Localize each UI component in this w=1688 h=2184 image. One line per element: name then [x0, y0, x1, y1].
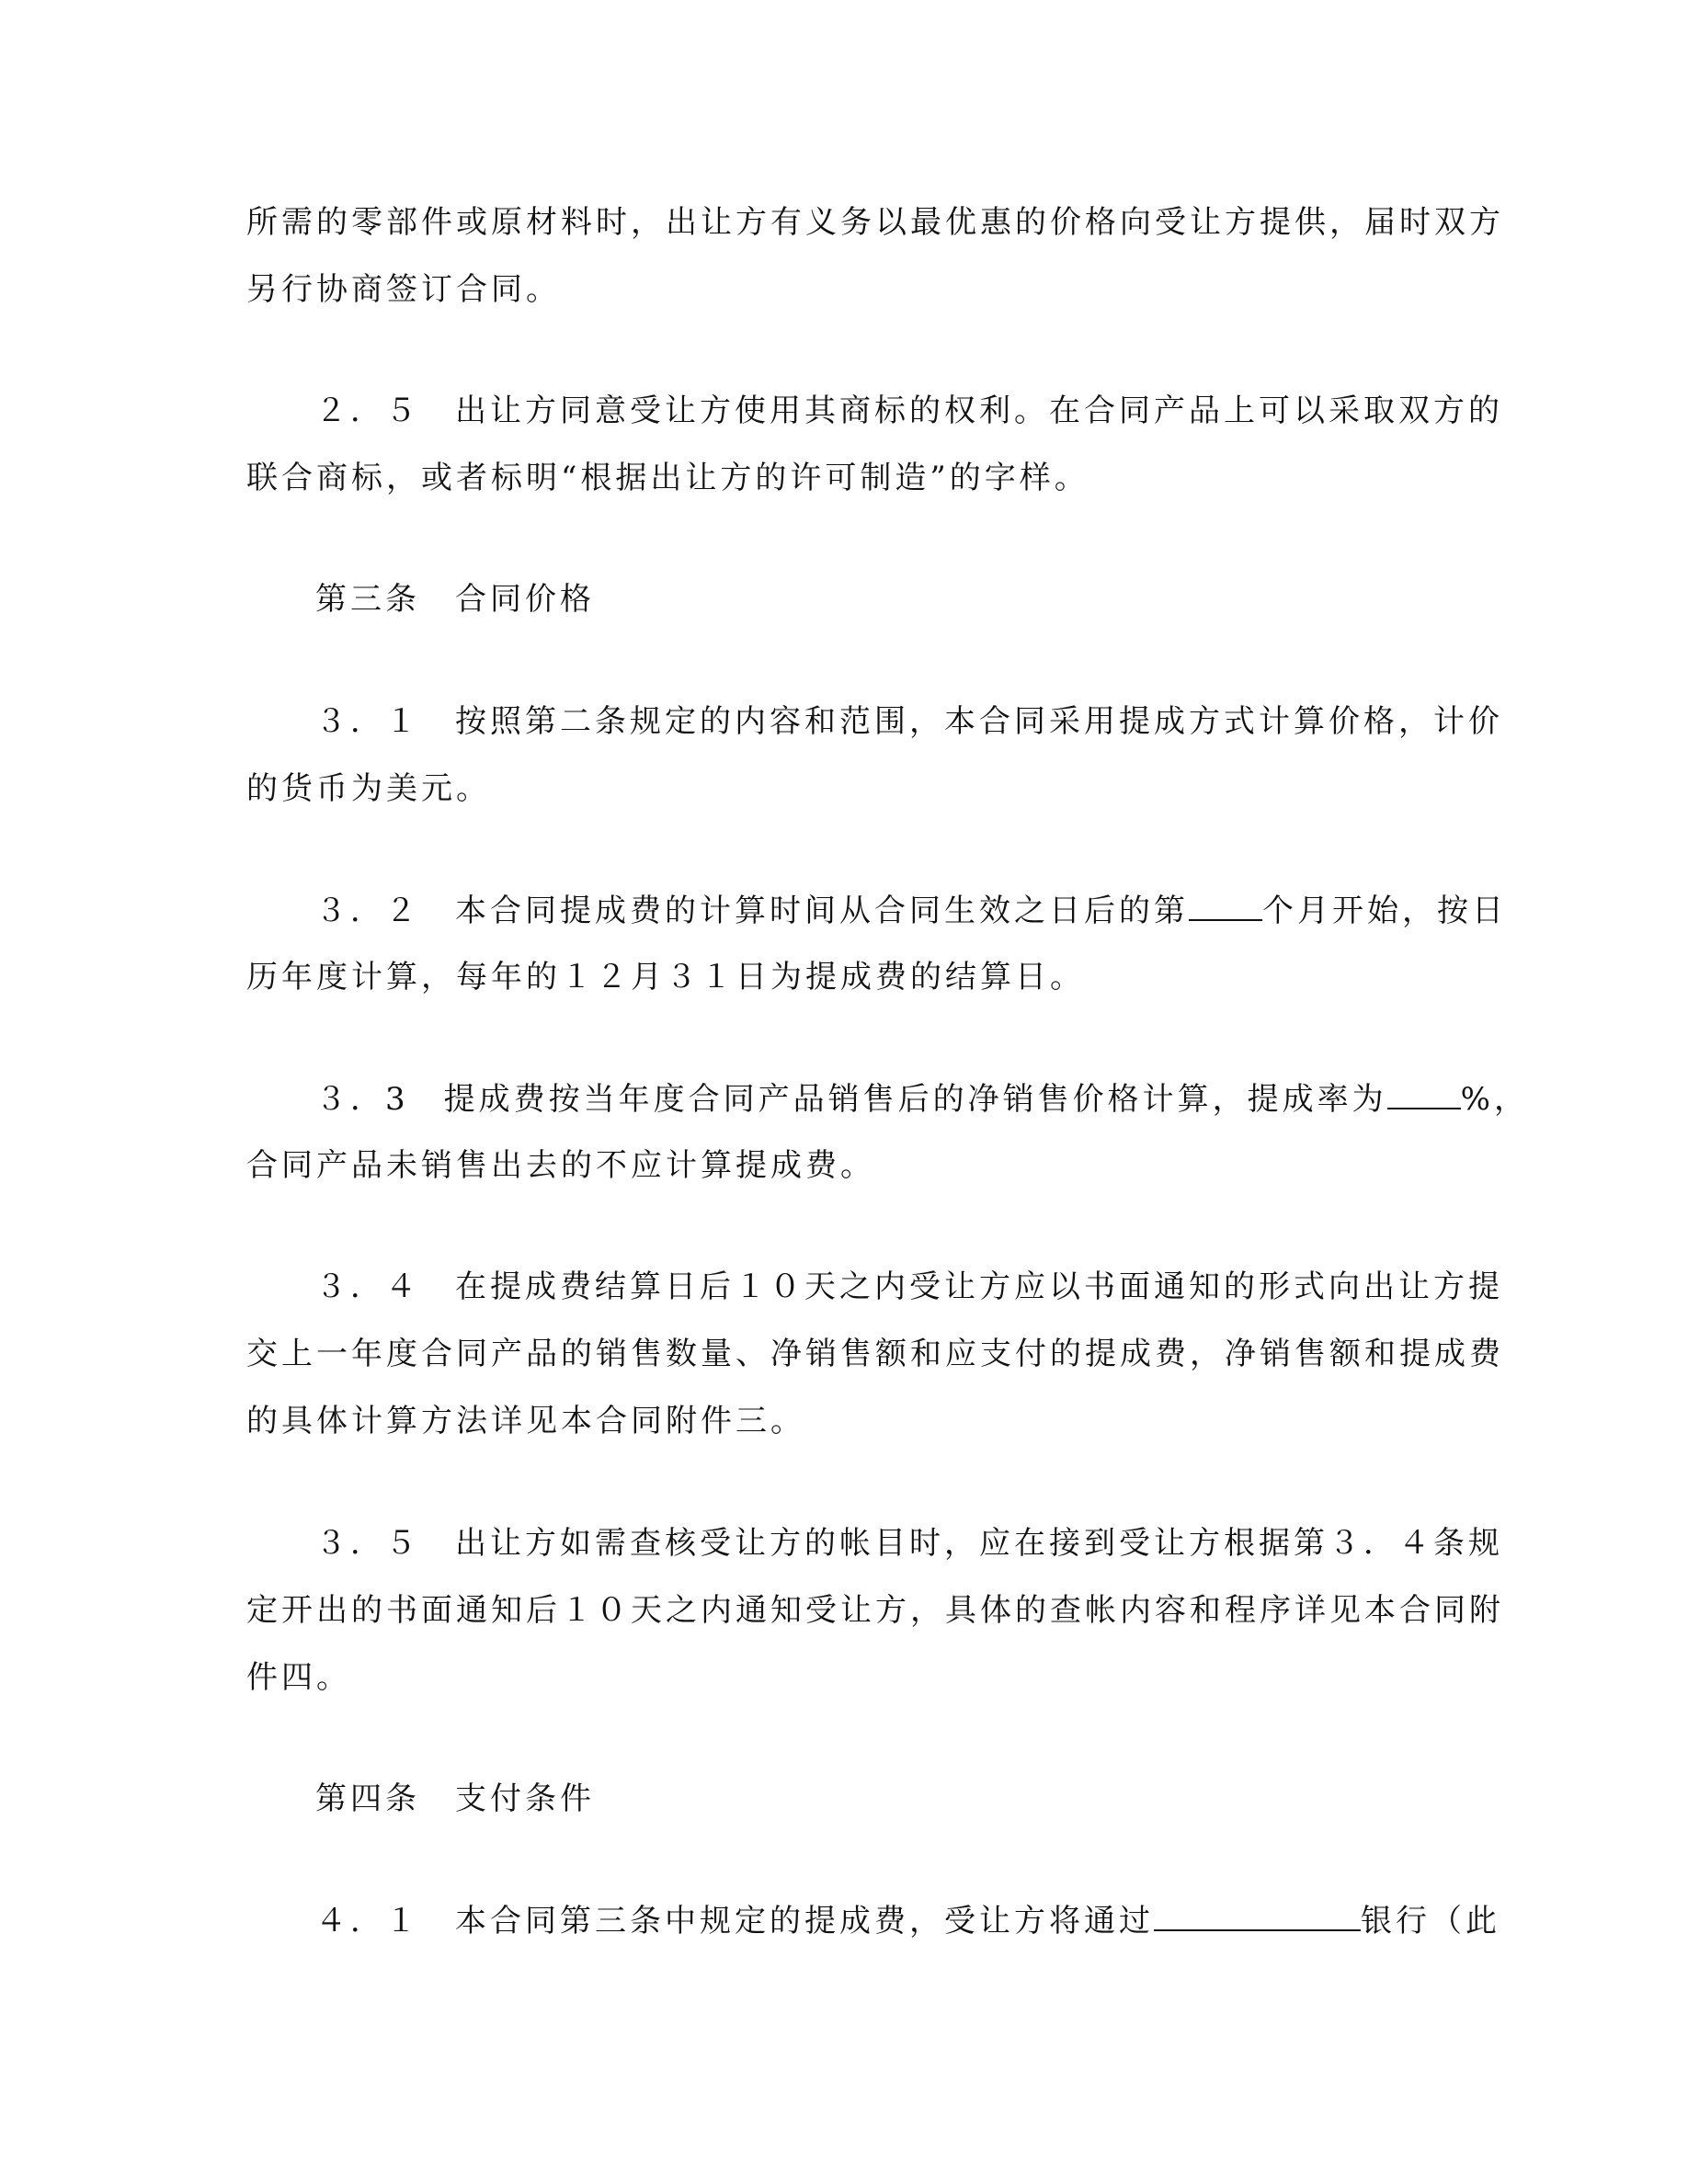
month-blank[interactable] [1189, 892, 1262, 921]
clause-3-1-line: 的货币为美元。 [246, 770, 491, 807]
clause-3-3-line: 合同产品未销售出去的不应计算提成费。 [246, 1147, 875, 1184]
clause-3-5-line: ３．５ 出让方如需查核受让方的帐目时，应在接到受让方根据第３．４条规 [315, 1525, 1503, 1562]
clause-4-1-text: ４．１ 本合同第三条中规定的提成费，受让方将通过 [315, 1903, 1154, 1939]
clause-4-1-text: 银行（此 [1361, 1903, 1500, 1939]
clause-3-2-text: ３．２ 本合同提成费的计算时间从合同生效之日后的第 [315, 893, 1189, 929]
clause-3-3-line [315, 1080, 1529, 1118]
clause-3-2-line: 历年度计算，每年的１２月３１日为提成费的结算日。 [246, 959, 1085, 995]
clause-3-4-line: 的具体计算方法详见本合同附件三。 [246, 1403, 805, 1439]
clause-2-5-line: ２．５ 出让方同意受让方使用其商标的权利。在合同产品上可以采取双方的 [315, 392, 1503, 429]
clause-3-2-text: 个月开始，按日 [1262, 893, 1507, 929]
article-4-heading: 第四条 支付条件 [315, 1780, 595, 1817]
paragraph-line: 另行协商签订合同。 [246, 271, 561, 308]
clause-3-3-text: ３．3 提成费按当年度合同产品销售后的净销售价格计算，提成率为 [315, 1081, 1387, 1118]
bank-blank[interactable] [1154, 1902, 1361, 1931]
clause-3-2-line [315, 892, 1507, 929]
clause-3-4-line: ３．４ 在提成费结算日后１０天之内受让方应以书面通知的形式向出让方提 [315, 1268, 1503, 1305]
clause-3-4-line: 交上一年度合同产品的销售数量、净销售额和应支付的提成费，净销售额和提成费 [246, 1336, 1504, 1372]
article-3-heading: 第三条 合同价格 [315, 581, 595, 618]
clause-3-5-line: 件四。 [246, 1659, 351, 1696]
clause-2-5-line: 联合商标，或者标明“根据出让方的许可制造”的字样。 [246, 460, 1089, 496]
paragraph-line: 所需的零部件或原材料时，出让方有义务以最优惠的价格向受让方提供，届时双方 [246, 204, 1504, 241]
clause-3-3-text: %， [1460, 1081, 1529, 1118]
clause-3-1-line: ３．１ 按照第二条规定的内容和范围，本合同采用提成方式计算价格，计价 [315, 703, 1503, 740]
rate-blank[interactable] [1387, 1080, 1461, 1109]
clause-3-5-line: 定开出的书面通知后１０天之内通知受让方，具体的查帐内容和程序详见本合同附 [246, 1592, 1504, 1629]
clause-4-1-line [315, 1902, 1500, 1939]
